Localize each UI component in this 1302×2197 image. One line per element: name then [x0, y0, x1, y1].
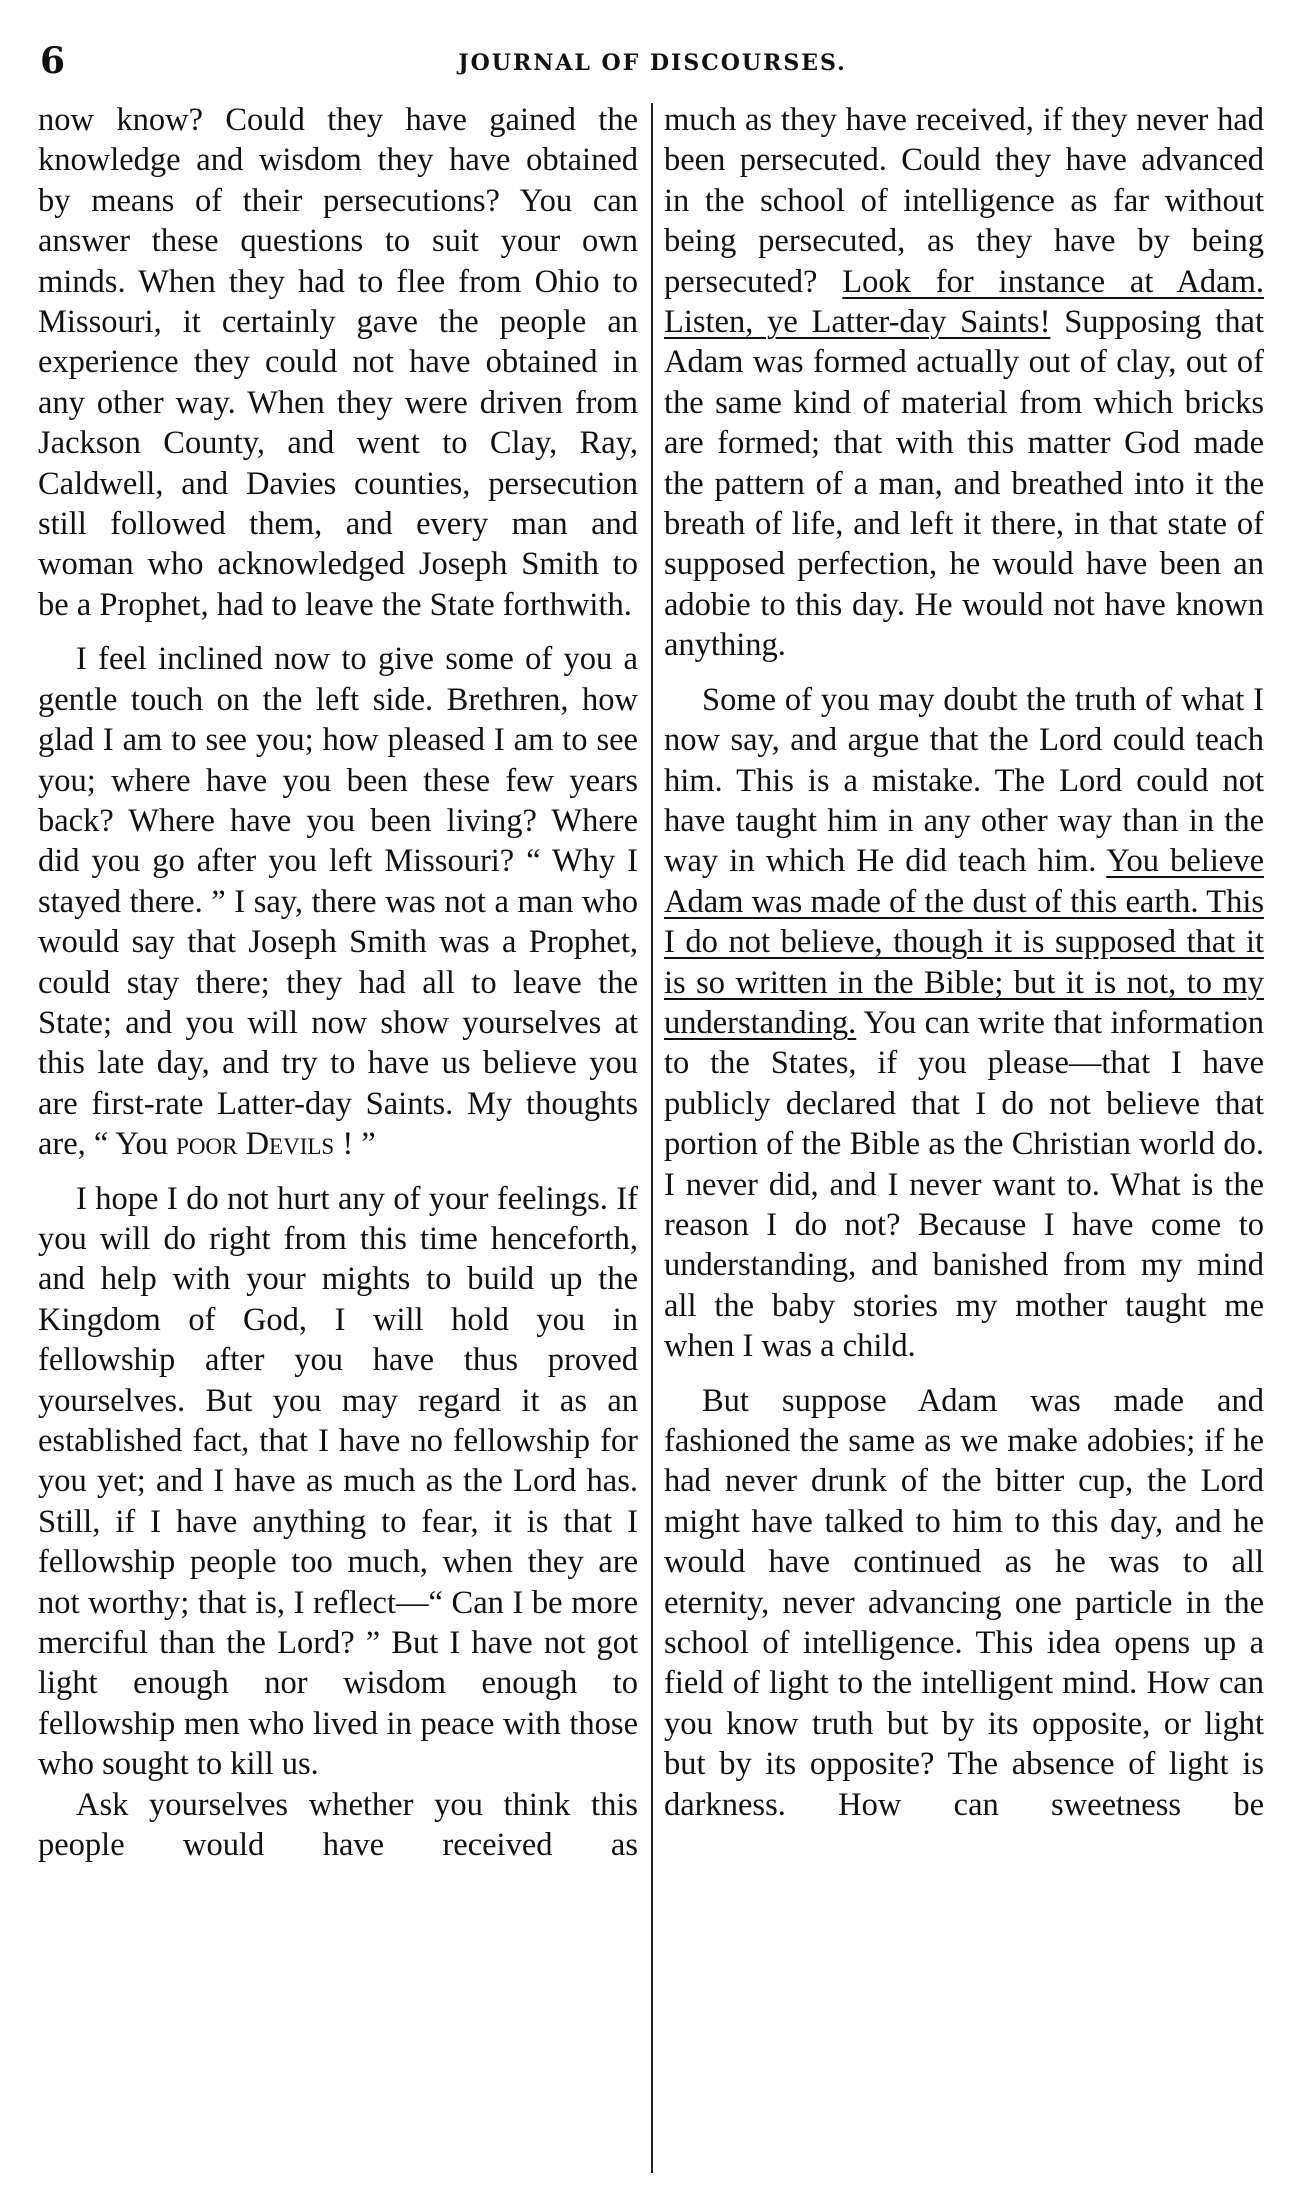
running-title: JOURNAL OF DISCOURSES.	[458, 50, 847, 76]
column-divider	[651, 103, 653, 2173]
right-paragraph-2-end: You can write that information to the States, if you please—that I have publicly declared that I do not believe that portion of the Bible as the Christian world do. I never did, and I never want to. What is the reason I do not? Because I have come to understanding, and banished from my mind all the baby stories my mother taught me when I was a child.	[664, 1004, 1264, 1365]
left-paragraph-3: I hope I do not hurt any of your feelings. If you will do right from this time henceforth, and help with your mights to build up the Kingdom of God, I will hold you in fellowship after you have thus proved yourselves. But you may regard it as an established fact, that I have no fellowship for you yet; and I have as much as the Lord has. Still, if I have anything to fear, it is that I fellowship people too much, when they are not worthy; that is, I reflect—“ Can I be more merciful than the Lord? ” But I have not got light enough nor wisdom enough to fellowship men who lived in peace with those who sought to kill us.	[38, 1180, 638, 1783]
right-paragraph-1-start: much as they have received, if they never had been persecuted. Could they have advanced in the school of intelligence as far without being persecuted, as they have by being persecuted?	[664, 102, 1264, 300]
right-paragraph-1-end: Supposing that Adam was formed actually out of clay, out of the same kind of material from which bricks are formed; that with this matter God made the pattern of a man, and breathed into it the breath of life, and left it there, in that state of supposed perfection, he would have been an adobie to this day. He would not have known anything.	[664, 304, 1265, 664]
right-paragraph-2	[664, 680, 1264, 1367]
right-column	[664, 100, 1264, 1825]
left-column	[38, 100, 638, 1865]
right-paragraph-1-underlined: Look for instance at Adam. Listen, ye Latter-day Saints!	[664, 263, 1264, 341]
left-paragraph-2-smallcaps: poor Devils ! ”	[176, 1126, 376, 1163]
left-paragraph-1: now know? Could they have gained the knowledge and wisdom they have obtained by means of their persecutions? You can answer these questions to suit your own minds. When they had to flee from Ohio to Missouri, it certainly gave the people an experience they could not have obtained in any other way. When they were driven from Jackson County, and went to Clay, Ray, Caldwell, and Davies counties, persecution still followed them, and every man and woman who acknowledged Joseph Smith to be a Prophet, had to leave the State forthwith.	[38, 102, 638, 623]
right-paragraph-1	[664, 100, 1264, 666]
left-paragraph-4: Ask yourselves whether you think this people would have received as	[38, 1786, 638, 1864]
right-paragraph-2-underlined: You believe Adam was made of the dust of this earth. This I do not believe, though it is supposed that it is so written in the Bible; but it is not, to my understanding.	[664, 843, 1264, 1041]
page-number: 6	[40, 40, 66, 82]
right-paragraph-2-start: Some of you may doubt the truth of what I now say, and argue that the Lord could teach him. This is a mistake. The Lord could not have taught him in any other way than in the way in which He did teach him.	[664, 681, 1264, 880]
left-paragraph-2	[38, 639, 638, 1164]
left-paragraph-2-text: I feel inclined now to give some of you a gentle touch on the left side. Brethren, how glad I am to see you; how pleased I am to see you; where have you been these few years back? Where have you been living? Where did you go after you left Missouri? “ Why I stayed there. ” I say, there was not a man who would say that Joseph Smith was a Prophet, could stay there; they had all to leave the State; and you will now show yourselves at this late day, and try to have us believe you are first-rate Latter-day Saints. My thoughts are, “ You	[38, 641, 638, 1163]
right-paragraph-3: But suppose Adam was made and fashioned the same as we make adobies; if he had never drunk of the bitter cup, the Lord might have talked to him to this day, and he would have continued as he was to all eternity, never advancing one particle in the school of intelligence. This idea opens up a field of light to the intelligent mind. How can you know truth but by its opposite, or light but by its opposite? The absence of light is darkness. How can sweetness be	[664, 1382, 1264, 1823]
page-header	[30, 40, 1275, 80]
